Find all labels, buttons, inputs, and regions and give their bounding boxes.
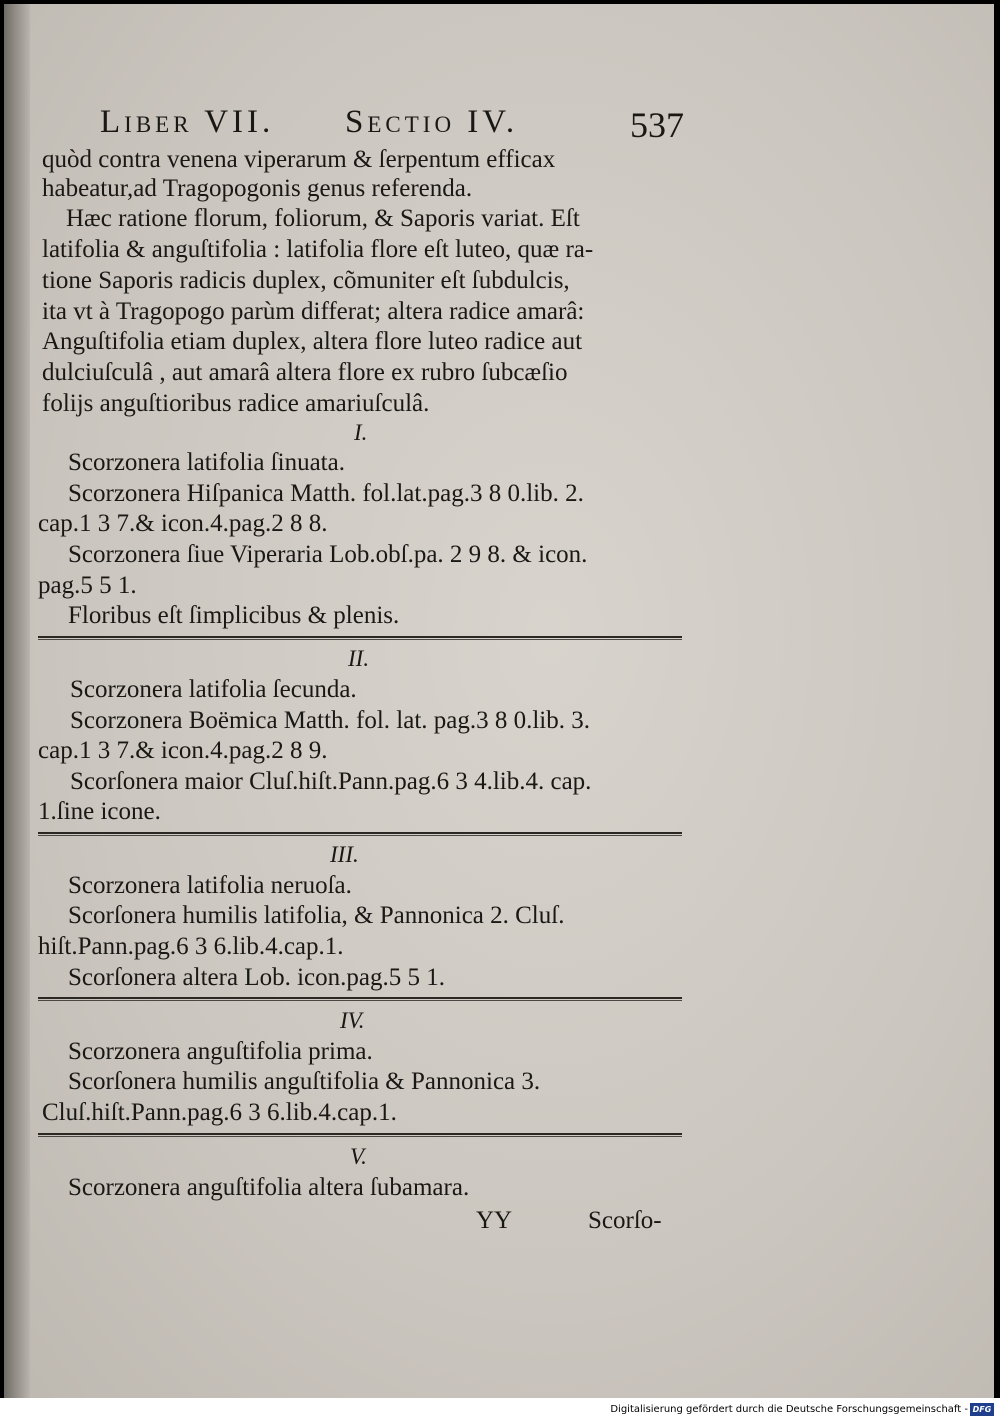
intro-line: dulciuſculâ , aut amarâ altera flore ex rubro ſubcæſio <box>42 359 568 386</box>
entry-line: pag.5 5 1. <box>38 572 137 599</box>
section-heading: II. <box>348 646 370 671</box>
entry-line: Scorſonera maior Cluſ.hiſt.Pann.pag.6 3 4.lib.4. cap. <box>70 768 592 795</box>
dfg-logo: DFG <box>970 1403 994 1416</box>
entry-line: Scorzonera ſiue Viperaria Lob.obſ.pa. 2 9 8. & icon. <box>68 541 588 568</box>
catchword: Scorſo- <box>588 1207 662 1234</box>
section-rule <box>38 832 682 837</box>
intro-line: ita vt à Tragopogo parùm differat; altera radice amarâ: <box>42 298 585 325</box>
header-sectio: Sectio IV. <box>345 104 519 140</box>
entry-line: cap.1 3 7.& icon.4.pag.2 8 8. <box>38 510 328 537</box>
entry-line: Scorzonera latifolia neruoſa. <box>68 872 352 899</box>
section-rule <box>38 997 682 1002</box>
header-liber: Liber VII. <box>100 104 275 140</box>
intro-line: latifolia & anguſtifolia : latifolia flore eſt luteo, quæ ra- <box>42 236 594 263</box>
entry-line: Scorſonera humilis anguſtifolia & Pannonica 3. <box>68 1068 541 1095</box>
entry-line: hiſt.Pann.pag.6 3 6.lib.4.cap.1. <box>38 933 344 960</box>
entry-line: 1.ſine icone. <box>38 798 161 825</box>
section-rule <box>38 636 682 641</box>
entry-line: cap.1 3 7.& icon.4.pag.2 8 9. <box>38 737 328 764</box>
section-heading: I. <box>354 420 368 445</box>
entry-line: Scorzonera anguſtifolia altera ſubamara. <box>68 1174 470 1201</box>
entry-line: Scorzonera latifolia ſinuata. <box>68 449 345 476</box>
intro-line: Anguſtifolia etiam duplex, altera flore luteo radice aut <box>42 328 583 355</box>
entry-line: Scorſonera altera Lob. icon.pag.5 5 1. <box>68 964 445 991</box>
entry-line: Floribus eſt ſimplicibus & plenis. <box>68 602 400 629</box>
signature-mark: YY <box>476 1207 513 1234</box>
entry-line: Scorſonera humilis latifolia, & Pannonica 2. Cluſ. <box>68 902 565 929</box>
digitization-credit: Digitalisierung gefördert durch die Deutsche Forschungsgemeinschaft - <box>610 1404 968 1415</box>
section-heading: V. <box>350 1144 367 1169</box>
entry-line: Scorzonera Boëmica Matth. fol. lat. pag.3 8 0.lib. 3. <box>70 707 591 734</box>
page-number: 537 <box>630 105 684 145</box>
intro-line: Hæc ratione florum, foliorum, & Saporis variat. Eſt <box>66 205 580 232</box>
entry-line: Scorzonera latifolia ſecunda. <box>70 676 357 703</box>
entry-line: Cluſ.hiſt.Pann.pag.6 3 6.lib.4.cap.1. <box>42 1099 397 1126</box>
entry-line: Scorzonera anguſtifolia prima. <box>68 1038 373 1065</box>
entry-line: Scorzonera Hiſpanica Matth. fol.lat.pag.3 8 0.lib. 2. <box>68 480 584 507</box>
section-heading: IV. <box>340 1008 365 1033</box>
intro-line: folijs anguſtioribus radice amariuſculâ. <box>42 390 430 417</box>
intro-line: quòd contra venena viperarum & ſerpentum efficax <box>42 146 556 173</box>
intro-line: tione Saporis radicis duplex, cõmuniter eſt ſubdulcis, <box>42 267 570 294</box>
running-header <box>100 104 690 144</box>
page-spine-shadow <box>4 4 30 1398</box>
section-heading: III. <box>330 842 359 867</box>
intro-line: habeatur,ad Tragopogonis genus referenda. <box>42 175 473 202</box>
section-rule <box>38 1133 682 1138</box>
